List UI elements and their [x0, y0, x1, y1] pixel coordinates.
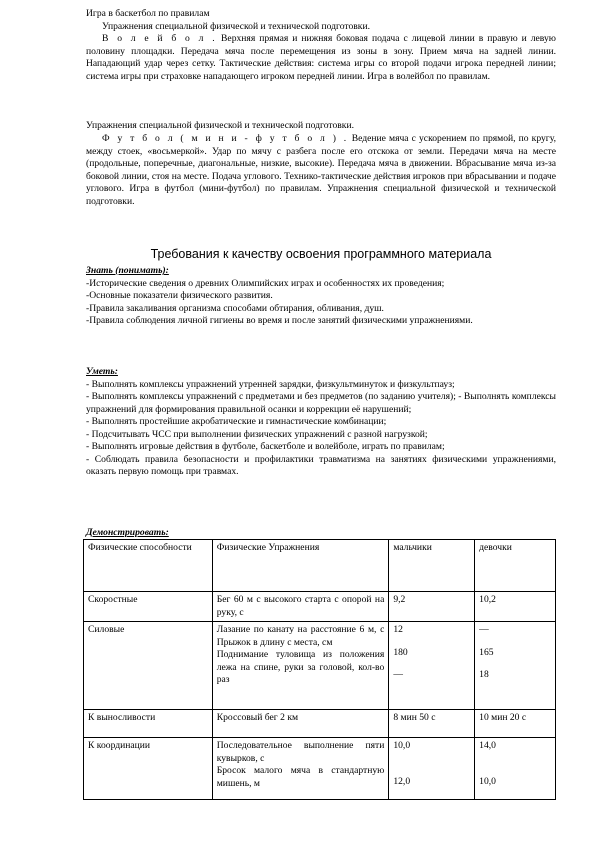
value-text: 165 [479, 646, 494, 658]
can-item: - Выполнять комплексы упражнений с предметами и без предметов (по заданию учителя); - Выполнять комплексы упражнений для формирования правильной осанки и коррекции её нарушений; [86, 391, 556, 415]
value-text: 10,0 [393, 740, 411, 751]
ability-cell: К выносливости [84, 710, 213, 738]
can-item: - Подсчитывать ЧСС при выполнении физических упражнений с разной нагрузкой; [86, 428, 428, 440]
exercise-text: Бросок малого мяча в стандартную мишень, м [216, 765, 385, 789]
demo-label: Демонстрировать: [86, 527, 169, 538]
boys-cell: 9,2 [389, 592, 475, 622]
can-section [86, 366, 556, 479]
volleyball-text: Верхняя прямая и нижняя боковая подача с лицевой линии в правую и левую половину площадки. Передача мяча после перемещения из зоны в зону. Прием мяча на задней линии. Нападающий удар через сетку. Тактические действия: система игры со второй подачи игрока передней линии; система игры при страховке нападающего игроком передней линии. Игра в волейбол по правилам. [86, 33, 556, 82]
table-row [84, 738, 556, 800]
value-text: 14,0 [479, 740, 496, 751]
header-cell: мальчики [389, 540, 475, 592]
value-text: — [393, 669, 403, 680]
can-item: - Выполнять комплексы упражнений утренней зарядки, физкультминуток и физкультпауз; [86, 378, 455, 390]
exercise-text: Поднимание туловища из положения лежа на спине, руки за головой, кол-во раз [216, 649, 385, 685]
table-row [84, 592, 556, 622]
special-training-line: Упражнения специальной физической и технической подготовки. [102, 21, 370, 32]
exercise-cell [212, 622, 389, 710]
girls-cell [475, 622, 556, 710]
boys-cell [389, 738, 475, 800]
know-section [86, 265, 556, 328]
can-item: - Выполнять игровые действия в футболе, баскетболе и волейболе, играть по правилам; [86, 441, 445, 452]
can-item: - Выполнять простейшие акробатические и гимнастические комбинации; [86, 416, 387, 427]
exercise-cell: Кроссовый бег 2 км [212, 710, 389, 738]
exercise-text: Последовательное выполнение пяти кувырков, с [216, 740, 385, 764]
standards-table [83, 539, 556, 800]
football-text: Ведение мяча с ускорением по прямой, по кругу, между стоек, «восьмеркой». Удар по мячу с разбега после его отскока от земли. Передачи мяча на месте (продольные, поперечные, диагональные, низкие, высокие). Передача мяча в движении. Вбрасывание мяча из-за боковой линии, стоя на месте. Подача углового. Технико-тактические действия игроков при вбрасывании и подаче углового. Игра в футбол (мини-футбол) по правилам. Упражнения специальной физической и технической подготовки. [86, 133, 556, 207]
value-text: 18 [479, 669, 489, 680]
special-training-line-2: Упражнения специальной физической и технической подготовки. [86, 120, 354, 131]
header-cell: Физические способности [84, 540, 213, 592]
football-title: Ф у т б о л ( м и н и - ф у т б о л ) . [102, 133, 349, 144]
value-text: 12,0 [393, 775, 411, 787]
boys-cell [389, 622, 475, 710]
girls-cell: 10 мин 20 с [475, 710, 556, 738]
basketball-line: Игра в баскетбол по правилам [86, 8, 210, 19]
header-cell: девочки [475, 540, 556, 592]
header-cell: Физические Упражнения [212, 540, 389, 592]
requirements-heading: Требования к качеству освоения программного материала [150, 247, 492, 261]
table-row [84, 710, 556, 738]
girls-cell [475, 738, 556, 800]
girls-cell: 10,2 [475, 592, 556, 622]
table-row [84, 622, 556, 710]
value-text: — [479, 624, 489, 635]
volleyball-title: В о л е й б о л . [102, 33, 218, 44]
value-text: 12 [393, 624, 403, 635]
ability-cell: Скоростные [84, 592, 213, 622]
know-label: Знать (понимать): [86, 265, 169, 276]
ability-cell: Силовые [84, 622, 213, 710]
know-item: -Правила соблюдения личной гигиены во время и после занятий физическими упражнениями. [86, 315, 473, 326]
football-paragraph [86, 133, 556, 208]
exercise-cell [212, 738, 389, 800]
volleyball-paragraph [86, 33, 556, 83]
know-item: -Правила закаливания организма способами обтирания, обливания, душ. [86, 302, 384, 314]
ability-cell: К координации [84, 738, 213, 800]
demo-section [86, 527, 556, 540]
can-label: Уметь: [86, 366, 118, 377]
boys-cell: 8 мин 50 с [389, 710, 475, 738]
know-item: -Основные показатели физического развития. [86, 290, 273, 301]
value-text: 180 [393, 646, 408, 658]
know-item: -Исторические сведения о древних Олимпийских играх и особенностях их проведения; [86, 277, 445, 289]
table-header-row [84, 540, 556, 592]
value-text: 10,0 [479, 775, 496, 787]
exercise-text: Лазание по канату на расстояние 6 м, с Прыжок в длину с места, см [216, 624, 385, 648]
exercise-cell: Бег 60 м с высокого старта с опорой на руку, с [212, 592, 389, 622]
can-item: - Соблюдать правила безопасности и профилактики травматизма на занятиях физическими упражнениями, оказать первую помощь при травмах. [86, 453, 556, 477]
